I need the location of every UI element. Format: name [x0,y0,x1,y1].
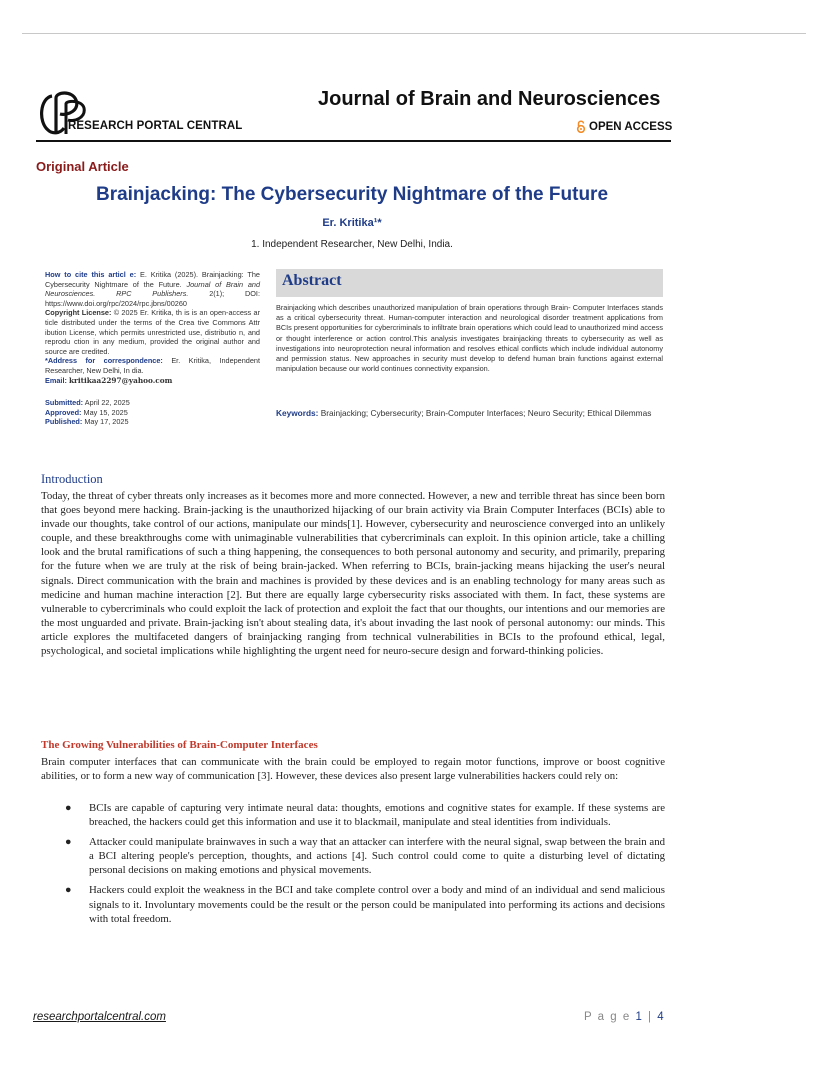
submitted-label: Submitted: [45,398,84,408]
page-number: P a g e 1 | 4 [584,1011,666,1023]
copyright-block [45,308,260,356]
copyright-label: Copyright License: [45,308,112,318]
author-line: Er. Kritika¹* [322,217,382,229]
submitted-date: April 22, 2025 [84,398,130,408]
open-access-label: OPEN ACCESS [589,120,673,133]
bullet-icon: ● [65,802,72,814]
correspondence-label: *Address for correspondence: [45,356,163,366]
open-access-badge [576,120,672,133]
approved-date: May 15, 2025 [83,407,128,417]
article-title: Brainjacking: The Cybersecurity Nightmare of the Future [95,184,609,205]
abstract-text: Brainjacking which describes unauthorized manipulation of brain operations through Brain- Computer Interfaces stands as a critical cybersecurity threat. Human-computer interaction and neurological disorder treatment applications from BCIs present opportunities for cybercriminals to infiltrate brain operations which could lead to unauthorized mind access or thought interference or action control.This analysis investigates brainjacking threats to cybersecurity as well as investigations into neuroprotection neural information and resolves ethical conflicts which include individual autonomy and permission status. New approaches in security must develop to defend human brain functions against external manipulation because our world continues connectivity expansion. [276,303,663,374]
introduction-heading: Introduction [41,472,103,486]
publisher-name: RESEARCH PORTAL CENTRAL [68,120,243,132]
abstract-heading: Abstract [282,272,342,289]
published-date: May 17, 2025 [84,417,129,427]
keywords-label: Keywords: [276,408,319,418]
introduction-text: Today, the threat of cyber threats only increases as it becomes more and more connected. However, a new and terrible threat has since been born that goes beyond mere hacking. Brain-jacking is the unauthorized hijacking of our brain activity via Brain Computer Interfaces (BCIs) able to invade our thoughts, take control of our actions, manipulate our minds[1]. However, cybersecurity and neuroscience converged into an unlikely couple, and these breakthroughs come with unimaginable vulnerabilities that cybercriminals can exploit. In this opinion article, take a chilling look and the brutal ramifications of such a thing happening, the consequences to both personal autonomy and security, and primarily, preparing for the future when we are truly at the risk of being brain-jacked. When referring to BCIs, brain-jacking means hijacking the user's neural signals. Direct communication with the brain and machines is provided by these devices and is an enabling technology for many areas such as medicine and human machine interaction [2]. But there are equally large cybersecurity risks associated with them. In fact, these systems are vulnerable to cybercriminals who could exploit the lack of protection and exploit the fact that our thoughts, our intentions and our memories are the most unguarded and private. Brain-jacking isn't about stealing data, it's about invading the last nook of personal autonomy: our minds. This article explores the multifaceted dangers of brainjacking ranging from technical vulnerabilities in BCIs to the profound ethical, legal, psychological, and societal implications while highlighting the urgent need for neuro-secure design and forward-thinking policies. [41,490,665,658]
keywords-text: Brainjacking; Cybersecurity; Brain-Computer Interfaces; Neuro Security; Ethical Dilemmas [320,408,652,418]
page-label: P a g e [584,1011,631,1023]
top-divider [22,33,806,34]
article-info-sidebar [45,270,260,427]
list-item: ● BCIs are capable of capturing very intimate neural data: thoughts, emotions and cognitive states for example. If these systems are breached, the hackers could get this information and use it to blackmail, manipulate and steal identities from individuals. [65,802,665,829]
citation-label: How to cite this articl e: [45,270,137,279]
open-access-lock-icon [576,120,586,133]
page-total: 4 [657,1011,666,1023]
list-item: ● Attacker could manipulate brainwaves in such a way that an attacker can interfere with the neural signal, swap between the brain and a BCI altering people's perception, thoughts, and actions [4]. Such control could come to quite a disturbing level of dictating personal decisions on making emotions and physical movements. [65,836,665,877]
section-heading-vulnerabilities: The Growing Vulnerabilities of Brain-Computer Interfaces [41,739,318,751]
article-type: Original Article [36,159,129,174]
copyright-text: © 2025 Er. Kritika, th is is an open-access ar ticle distributed under the terms of the Crea tive Commons Attr ibution License, which permits unrestricted use, distributio n, and reprodu ction in any medium, provided the original author and source are credited. [45,308,261,356]
section-text-vulnerabilities: Brain computer interfaces that can communicate with the brain could be employed to regain motor functions, improve or boost cognitive abilities, or to form a new way of communication [3]. However, these devices also present large vulnerabilities hackers could rely on: [41,756,665,783]
list-item: ● Hackers could exploit the weakness in the BCI and take complete control over a body and mind of an individual and send malicious signals to it. Involuntary movements could be the result or the person could be manipulated into performing its actions and decisions with total freedom. [65,884,665,925]
published-label: Published: [45,417,83,427]
bullet-icon: ● [65,836,72,849]
email-address[interactable]: kritikaa2297@yahoo.com [68,375,173,385]
correspondence-block [45,356,260,375]
email-label: Email: [45,375,67,385]
bullet-icon: ● [65,884,72,897]
vulnerability-list [65,801,665,932]
date-block [45,398,260,427]
citation-journal: Journal of Brain and Neurosciences. RPC Publishers. [45,279,261,299]
approved-label: Approved: [45,407,82,417]
correspondence-text: Er. Kritika, Independent Researcher, New Delhi, In dia. [45,356,260,375]
keywords-block [276,408,663,420]
email-block [45,376,260,386]
affiliation: 1. Independent Researcher, New Delhi, India. [251,239,453,250]
page-current: 1 [635,1011,644,1023]
header-divider [36,140,671,142]
citation-doi: 2(1); DOI: https://www.doi.org/rpc/2024/rpc.jbns/00260 [45,289,260,308]
citation-text: E. Kritika (2025). Brainjacking: The Cybersecurity Nightmare of the Future. [45,270,260,289]
footer-website-link[interactable]: researchportalcentral.com [33,1011,166,1023]
citation-block [45,270,260,308]
journal-title: Journal of Brain and Neurosciences [318,88,661,110]
